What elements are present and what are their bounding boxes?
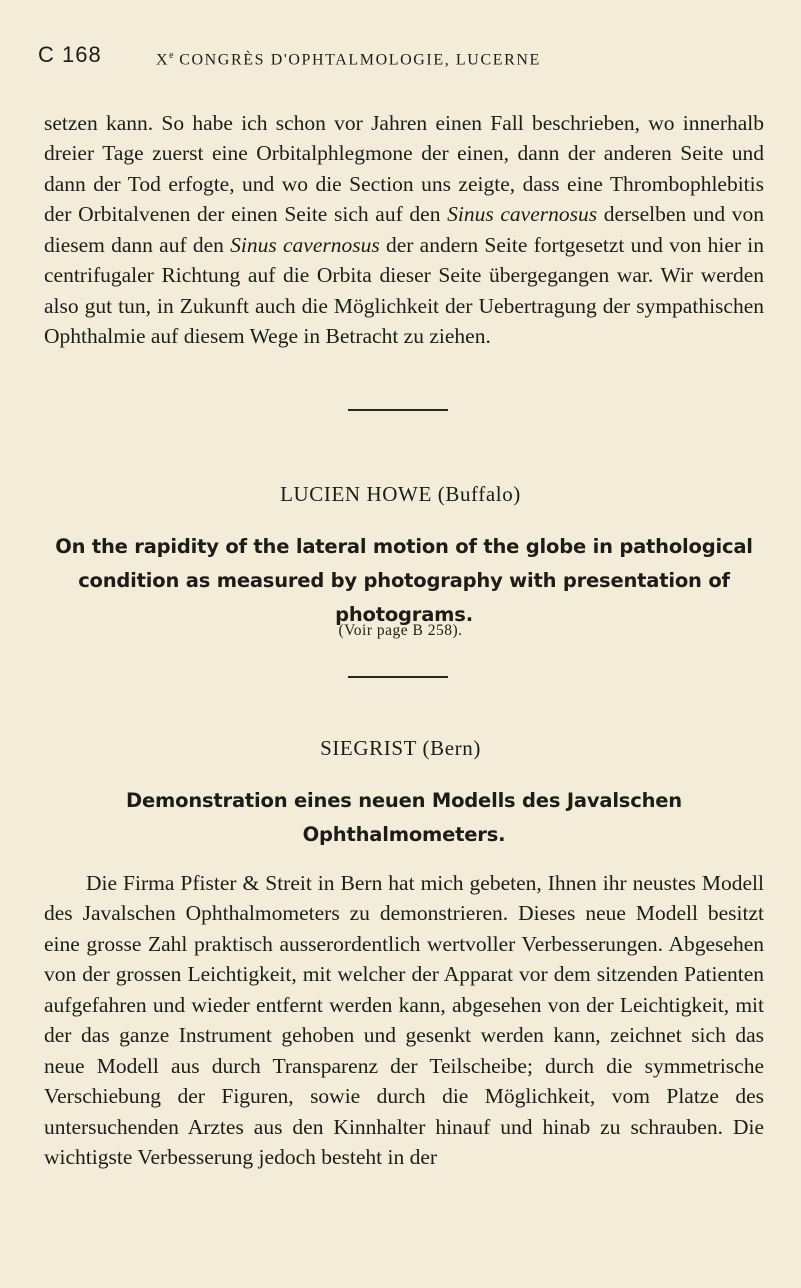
page-reference: (Voir page B 258). <box>338 622 463 639</box>
italic-term: Sinus cavernosus <box>230 232 380 257</box>
body-paragraph: Die Firma Pfister & Streit in Bern hat mich gebeten, Ihnen ihr neustes Modell des Javalschen Ophthalmometers zu demonstrieren. Dieses neue Modell besitzt eine grosse Zahl praktisch ausserordentlich wertvoller Verbesserungen. Abgesehen von der grossen Leichtigkeit, mit welcher der Apparat vor dem sitzenden Patienten aufgefahren und wieder entfernt werden kann, abgesehen von der Leichtigkeit, mit der das ganze Instrument gehoben und gesenkt werden kann, zeichnet sich das neue Modell aus durch Transparenz der Teilscheibe; durch die symmetrische Verschiebung der Figuren, sowie durch die Möglichkeit, vom Platze des untersuchenden Arztes aus den Kinnhalter hinauf und hinab zu schrauben. Die wichtigste Verbesserung jedoch besteht in der <box>44 870 764 1169</box>
paragraph-text: setzen kann. So habe ich schon vor Jahren einen Fall beschrieben, wo innerhalb dreier Tage zuerst eine Orbitalphlegmone der einen, dann der anderen Seite und dann der Tod erfogte, und wo die Section uns zeigte, dass eine Thrombophlebitis der Orbitalvenen der einen Seite sich auf den <box>44 110 764 226</box>
running-head-prefix: X <box>156 51 170 69</box>
continued-paragraph <box>44 108 764 352</box>
paragraph-text: derselben und von diesem dann auf den <box>44 202 764 257</box>
section-divider <box>348 676 448 678</box>
running-head-superscript: e <box>169 50 174 61</box>
page-header <box>38 40 778 76</box>
paragraph-text: der andern Seite fortgesetzt und von hier in centrifugaler Richtung auf die Orbita dieser Seite übergegangen war. Wir werden also gut tun, in Zukunft auch die Möglichkeit der Uebertragung der sympathischen Ophthalmie auf diesem Wege in Betracht zu ziehen. <box>44 232 764 348</box>
section-author: SIEGRIST (Bern) <box>320 736 481 760</box>
section-title: On the rapidity of the lateral motion of the globe in pathological condition as measured by photography with presentation of photograms. <box>55 535 753 626</box>
section-title: Demonstration eines neuen Modells des Javalschen Ophthalmometers. <box>126 789 682 846</box>
section-author: LUCIEN HOWE (Buffalo) <box>280 482 521 506</box>
page-number: C 168 <box>38 42 102 67</box>
running-head-text: CONGRÈS D'OPHTALMOLOGIE, LUCERNE <box>173 51 541 69</box>
section-divider <box>348 409 448 411</box>
italic-term: Sinus cavernosus <box>447 202 598 226</box>
running-head <box>156 50 541 69</box>
